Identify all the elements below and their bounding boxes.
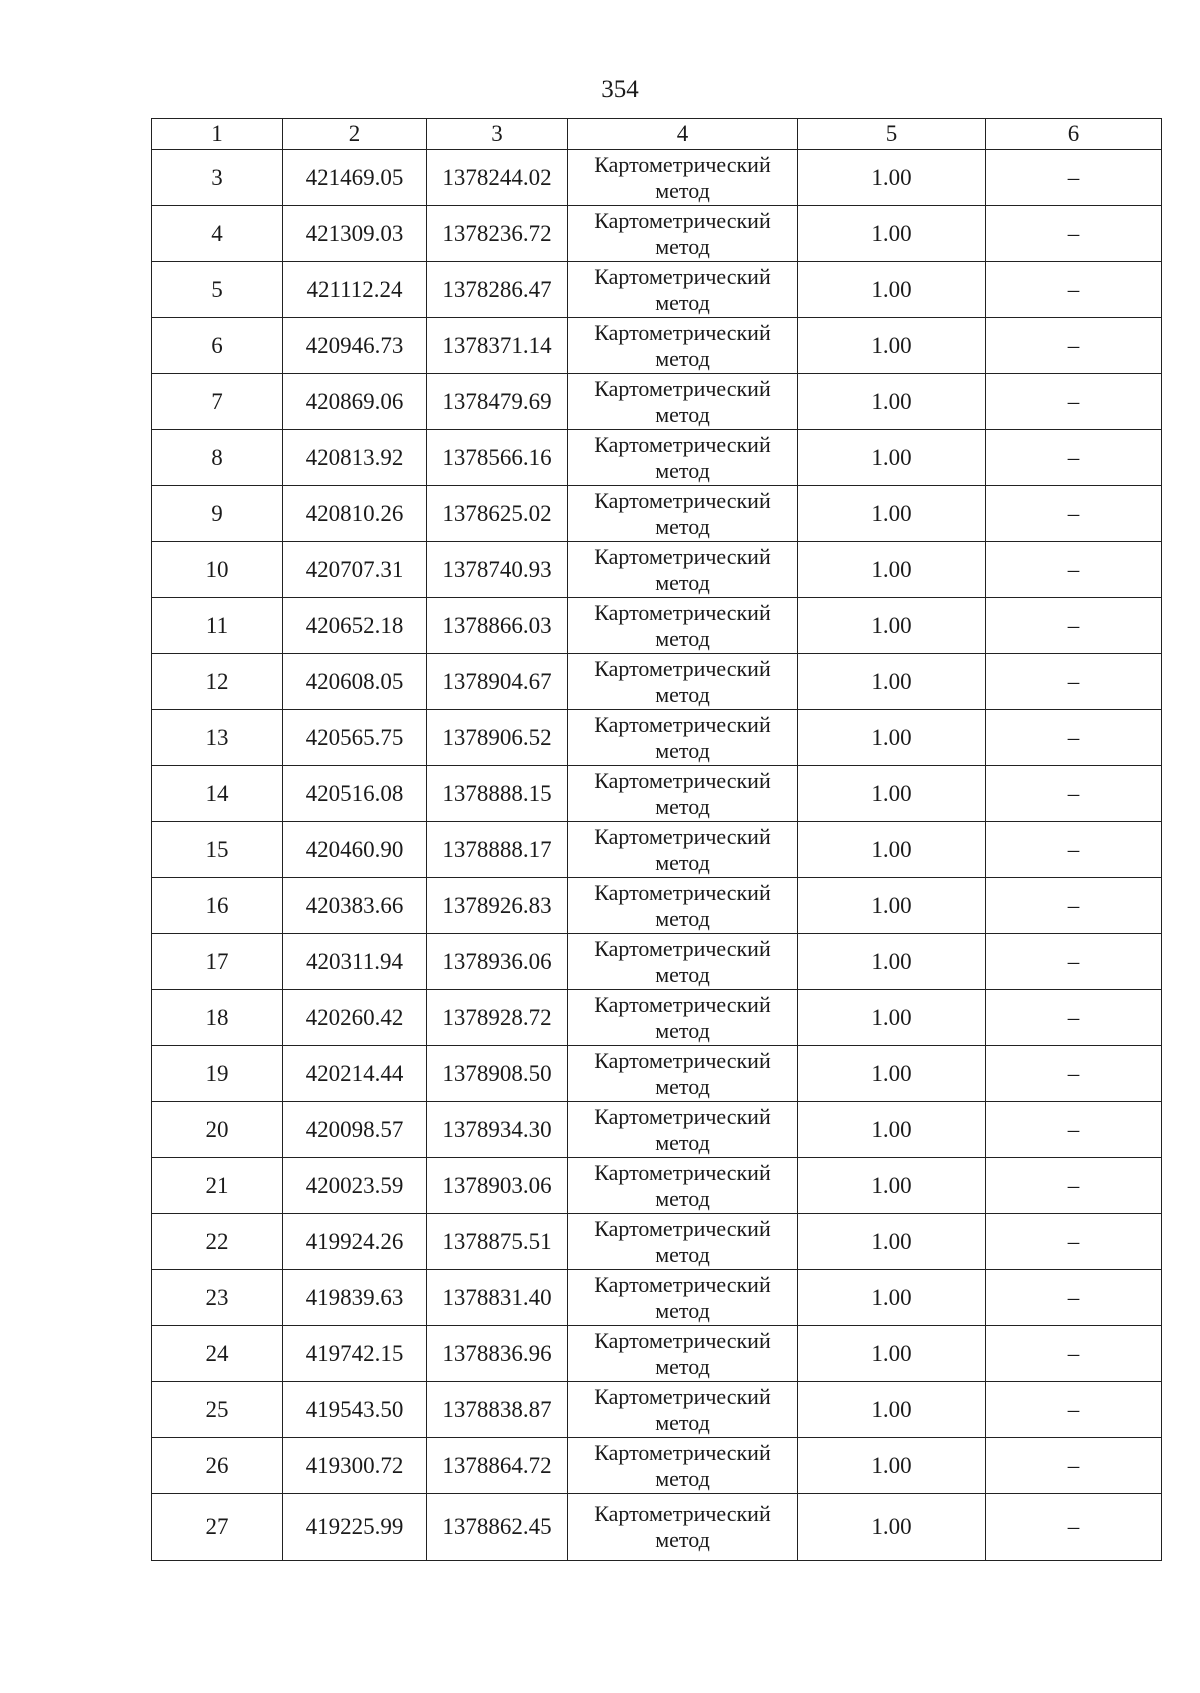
cell-method: Картометрический метод [568,766,798,822]
cell-x-coordinate: 420869.06 [283,374,427,430]
table-row [152,990,1162,1046]
table-row [152,318,1162,374]
cell-x-coordinate: 420214.44 [283,1046,427,1102]
cell-accuracy: 1.00 [798,150,986,206]
cell-accuracy: 1.00 [798,1382,986,1438]
cell-accuracy: 1.00 [798,262,986,318]
table-row [152,1102,1162,1158]
cell-x-coordinate: 420652.18 [283,598,427,654]
cell-point-number: 23 [152,1270,283,1326]
cell-note: – [986,318,1162,374]
cell-method: Картометрический метод [568,598,798,654]
cell-accuracy: 1.00 [798,766,986,822]
cell-point-number: 10 [152,542,283,598]
cell-point-number: 11 [152,598,283,654]
cell-x-coordinate: 419543.50 [283,1382,427,1438]
cell-y-coordinate: 1378888.17 [427,822,568,878]
cell-method: Картометрический метод [568,206,798,262]
cell-note: – [986,374,1162,430]
cell-method: Картометрический метод [568,710,798,766]
cell-accuracy: 1.00 [798,990,986,1046]
cell-note: – [986,654,1162,710]
cell-accuracy: 1.00 [798,374,986,430]
column-header-4: 4 [568,119,798,150]
cell-note: – [986,262,1162,318]
cell-point-number: 17 [152,934,283,990]
cell-accuracy: 1.00 [798,1214,986,1270]
cell-accuracy: 1.00 [798,878,986,934]
cell-x-coordinate: 420608.05 [283,654,427,710]
cell-accuracy: 1.00 [798,1046,986,1102]
cell-accuracy: 1.00 [798,934,986,990]
cell-accuracy: 1.00 [798,1494,986,1561]
cell-accuracy: 1.00 [798,822,986,878]
cell-method: Картометрический метод [568,990,798,1046]
cell-accuracy: 1.00 [798,1326,986,1382]
table-row [152,430,1162,486]
cell-point-number: 13 [152,710,283,766]
table-row [152,822,1162,878]
table-row [152,150,1162,206]
cell-y-coordinate: 1378479.69 [427,374,568,430]
cell-point-number: 14 [152,766,283,822]
cell-y-coordinate: 1378838.87 [427,1382,568,1438]
cell-point-number: 9 [152,486,283,542]
cell-x-coordinate: 420707.31 [283,542,427,598]
cell-note: – [986,542,1162,598]
cell-x-coordinate: 419924.26 [283,1214,427,1270]
cell-point-number: 8 [152,430,283,486]
table-row [152,374,1162,430]
cell-x-coordinate: 421309.03 [283,206,427,262]
cell-point-number: 26 [152,1438,283,1494]
cell-y-coordinate: 1378888.15 [427,766,568,822]
cell-point-number: 24 [152,1326,283,1382]
cell-y-coordinate: 1378866.03 [427,598,568,654]
cell-x-coordinate: 420565.75 [283,710,427,766]
table-row [152,1438,1162,1494]
table-row [152,1046,1162,1102]
cell-point-number: 5 [152,262,283,318]
cell-accuracy: 1.00 [798,598,986,654]
cell-x-coordinate: 419300.72 [283,1438,427,1494]
cell-x-coordinate: 419742.15 [283,1326,427,1382]
cell-method: Картометрический метод [568,1270,798,1326]
table-row [152,1494,1162,1561]
cell-note: – [986,822,1162,878]
cell-note: – [986,878,1162,934]
cell-note: – [986,486,1162,542]
cell-y-coordinate: 1378926.83 [427,878,568,934]
table-header [152,119,1162,150]
cell-y-coordinate: 1378286.47 [427,262,568,318]
cell-method: Картометрический метод [568,1438,798,1494]
cell-note: – [986,1382,1162,1438]
cell-note: – [986,206,1162,262]
cell-point-number: 18 [152,990,283,1046]
table-row [152,486,1162,542]
cell-accuracy: 1.00 [798,318,986,374]
cell-x-coordinate: 420311.94 [283,934,427,990]
cell-note: – [986,1102,1162,1158]
cell-point-number: 15 [152,822,283,878]
cell-y-coordinate: 1378831.40 [427,1270,568,1326]
table-row [152,766,1162,822]
cell-method: Картометрический метод [568,150,798,206]
cell-accuracy: 1.00 [798,430,986,486]
cell-y-coordinate: 1378875.51 [427,1214,568,1270]
cell-method: Картометрический метод [568,878,798,934]
cell-accuracy: 1.00 [798,1102,986,1158]
cell-x-coordinate: 420023.59 [283,1158,427,1214]
cell-method: Картометрический метод [568,1214,798,1270]
table-row [152,206,1162,262]
column-header-6: 6 [986,119,1162,150]
cell-x-coordinate: 420460.90 [283,822,427,878]
cell-note: – [986,430,1162,486]
cell-note: – [986,1158,1162,1214]
cell-method: Картометрический метод [568,262,798,318]
cell-y-coordinate: 1378371.14 [427,318,568,374]
table-row [152,710,1162,766]
column-header-5: 5 [798,119,986,150]
table-row [152,934,1162,990]
cell-y-coordinate: 1378566.16 [427,430,568,486]
table-row [152,262,1162,318]
cell-x-coordinate: 420810.26 [283,486,427,542]
cell-point-number: 22 [152,1214,283,1270]
cell-y-coordinate: 1378244.02 [427,150,568,206]
cell-point-number: 20 [152,1102,283,1158]
cell-point-number: 3 [152,150,283,206]
cell-x-coordinate: 420946.73 [283,318,427,374]
table-row [152,1214,1162,1270]
table-row [152,878,1162,934]
cell-note: – [986,1326,1162,1382]
cell-method: Картометрический метод [568,1494,798,1561]
cell-note: – [986,1494,1162,1561]
cell-y-coordinate: 1378928.72 [427,990,568,1046]
cell-y-coordinate: 1378906.52 [427,710,568,766]
cell-point-number: 4 [152,206,283,262]
cell-point-number: 12 [152,654,283,710]
cell-x-coordinate: 420098.57 [283,1102,427,1158]
cell-note: – [986,934,1162,990]
cell-x-coordinate: 421469.05 [283,150,427,206]
cell-method: Картометрический метод [568,822,798,878]
cell-point-number: 7 [152,374,283,430]
cell-point-number: 21 [152,1158,283,1214]
cell-method: Картометрический метод [568,1382,798,1438]
cell-y-coordinate: 1378903.06 [427,1158,568,1214]
table-body [152,150,1162,1561]
table-row [152,654,1162,710]
cell-accuracy: 1.00 [798,654,986,710]
cell-x-coordinate: 421112.24 [283,262,427,318]
cell-note: – [986,990,1162,1046]
cell-accuracy: 1.00 [798,542,986,598]
cell-method: Картометрический метод [568,486,798,542]
header-row [152,119,1162,150]
cell-note: – [986,1214,1162,1270]
cell-x-coordinate: 419225.99 [283,1494,427,1561]
cell-note: – [986,710,1162,766]
cell-x-coordinate: 419839.63 [283,1270,427,1326]
cell-note: – [986,1046,1162,1102]
table-row [152,542,1162,598]
cell-method: Картометрический метод [568,934,798,990]
cell-y-coordinate: 1378934.30 [427,1102,568,1158]
cell-note: – [986,1270,1162,1326]
table-row [152,1158,1162,1214]
cell-note: – [986,150,1162,206]
cell-y-coordinate: 1378864.72 [427,1438,568,1494]
cell-point-number: 27 [152,1494,283,1561]
cell-accuracy: 1.00 [798,1270,986,1326]
cell-accuracy: 1.00 [798,206,986,262]
coordinates-table [151,118,1162,1561]
cell-note: – [986,766,1162,822]
cell-point-number: 6 [152,318,283,374]
cell-method: Картометрический метод [568,542,798,598]
cell-y-coordinate: 1378862.45 [427,1494,568,1561]
cell-y-coordinate: 1378625.02 [427,486,568,542]
column-header-3: 3 [427,119,568,150]
cell-method: Картометрический метод [568,654,798,710]
table-row [152,598,1162,654]
table-row [152,1382,1162,1438]
page-number: 354 [601,76,639,103]
cell-method: Картометрический метод [568,1326,798,1382]
cell-y-coordinate: 1378936.06 [427,934,568,990]
cell-y-coordinate: 1378904.67 [427,654,568,710]
cell-method: Картометрический метод [568,430,798,486]
cell-x-coordinate: 420813.92 [283,430,427,486]
cell-method: Картометрический метод [568,1158,798,1214]
column-header-2: 2 [283,119,427,150]
cell-method: Картометрический метод [568,374,798,430]
cell-y-coordinate: 1378236.72 [427,206,568,262]
column-header-1: 1 [152,119,283,150]
cell-method: Картометрический метод [568,1102,798,1158]
cell-accuracy: 1.00 [798,1438,986,1494]
cell-method: Картометрический метод [568,1046,798,1102]
cell-point-number: 25 [152,1382,283,1438]
cell-accuracy: 1.00 [798,710,986,766]
cell-y-coordinate: 1378908.50 [427,1046,568,1102]
cell-note: – [986,598,1162,654]
cell-y-coordinate: 1378836.96 [427,1326,568,1382]
cell-accuracy: 1.00 [798,486,986,542]
cell-point-number: 19 [152,1046,283,1102]
cell-x-coordinate: 420383.66 [283,878,427,934]
cell-method: Картометрический метод [568,318,798,374]
table-row [152,1270,1162,1326]
cell-note: – [986,1438,1162,1494]
cell-x-coordinate: 420260.42 [283,990,427,1046]
cell-x-coordinate: 420516.08 [283,766,427,822]
table-row [152,1326,1162,1382]
cell-point-number: 16 [152,878,283,934]
cell-y-coordinate: 1378740.93 [427,542,568,598]
cell-accuracy: 1.00 [798,1158,986,1214]
